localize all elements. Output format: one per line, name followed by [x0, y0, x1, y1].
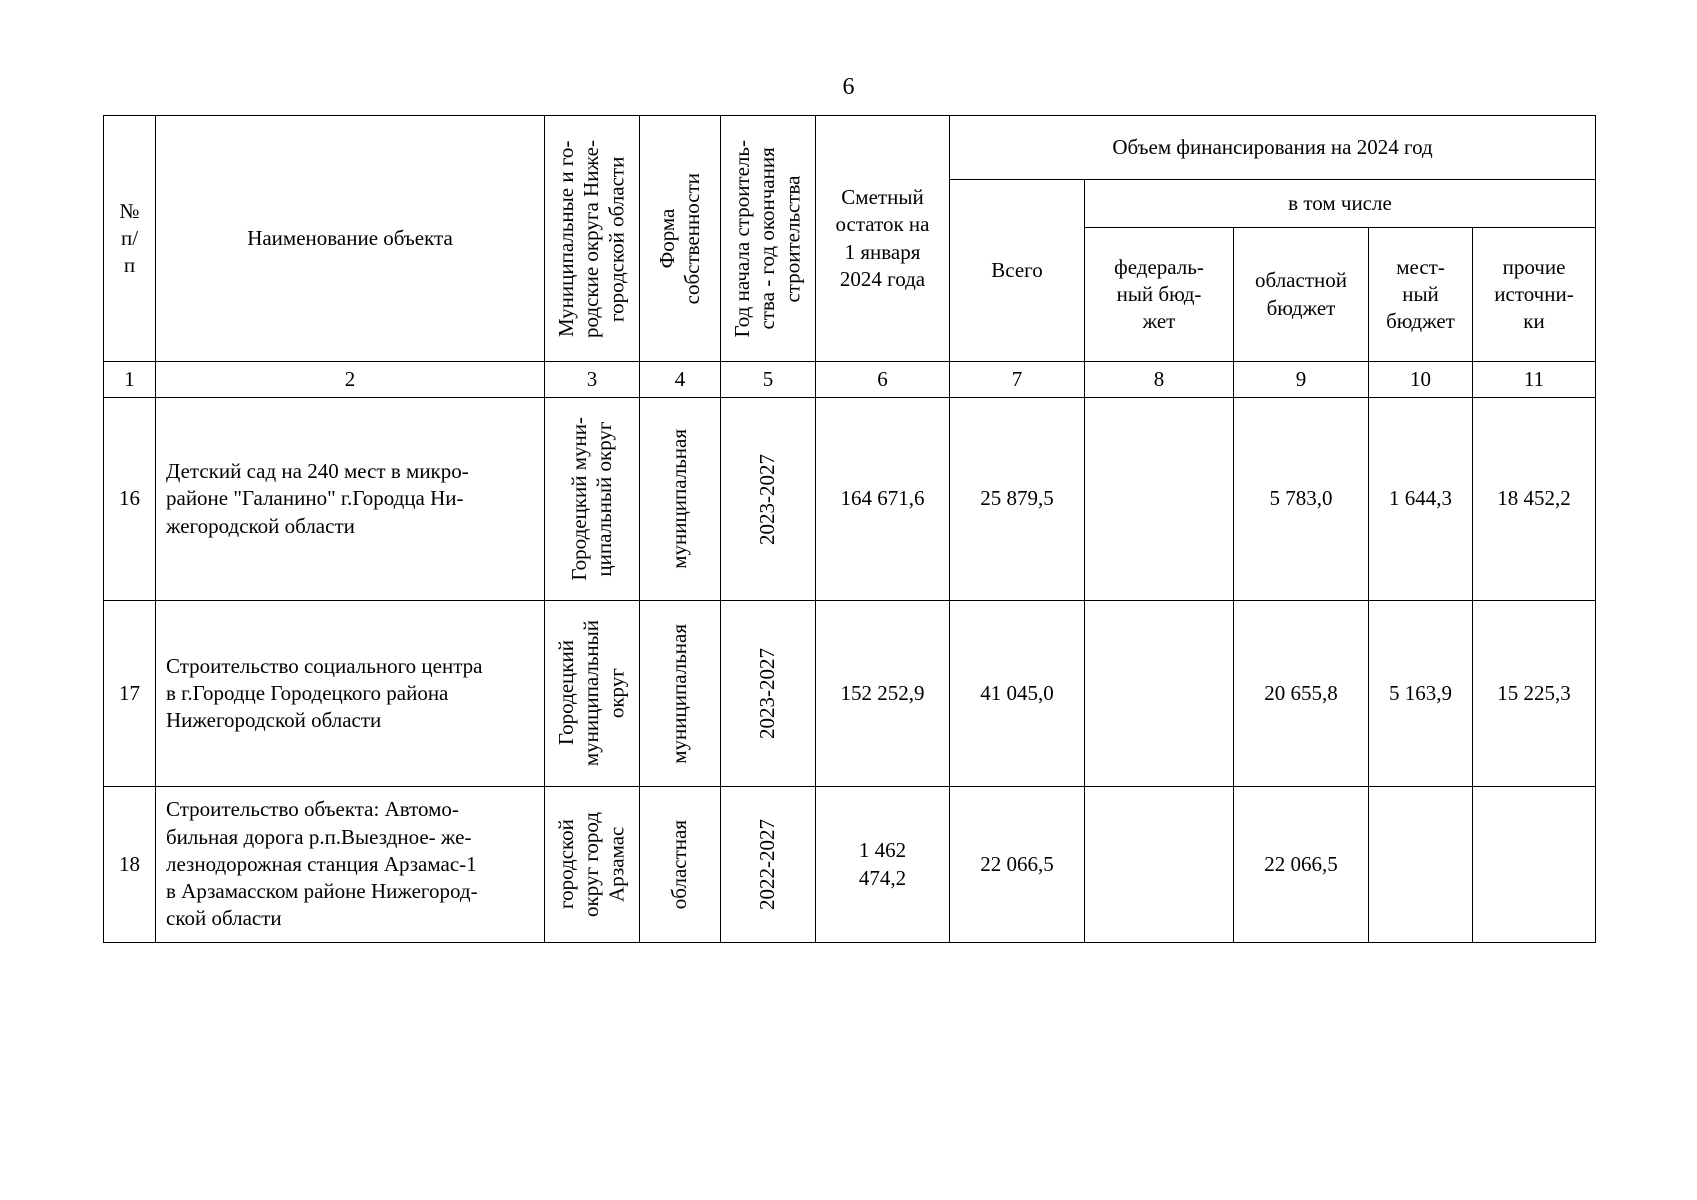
row-municipality — [545, 398, 640, 601]
row-estimate: 1 462 474,2 — [816, 787, 950, 943]
row-years — [721, 601, 816, 787]
row-municipality-text: городской округ город Арзамас — [554, 812, 629, 917]
header-estimate: Сметный остаток на 1 января 2024 года — [816, 116, 950, 362]
header-including: в том числе — [1085, 180, 1596, 228]
column-number: 4 — [640, 362, 721, 398]
row-regional: 20 655,8 — [1234, 601, 1369, 787]
row-num: 17 — [104, 601, 156, 787]
column-number: 1 — [104, 362, 156, 398]
column-number: 7 — [950, 362, 1085, 398]
column-number: 11 — [1473, 362, 1596, 398]
row-federal — [1085, 787, 1234, 943]
row-ownership-text: областная — [667, 819, 692, 910]
column-number: 3 — [545, 362, 640, 398]
row-local: 5 163,9 — [1369, 601, 1473, 787]
header-municipality — [545, 116, 640, 362]
header-federal: федераль- ный бюд- жет — [1085, 228, 1234, 362]
row-ownership-text: муниципальная — [667, 623, 692, 764]
row-regional: 5 783,0 — [1234, 398, 1369, 601]
row-num: 16 — [104, 398, 156, 601]
row-ownership-text: муниципальная — [667, 429, 692, 569]
row-ownership — [640, 601, 721, 787]
row-years — [721, 787, 816, 943]
column-number: 2 — [156, 362, 545, 398]
row-federal — [1085, 601, 1234, 787]
table-row — [104, 601, 1596, 787]
row-federal — [1085, 398, 1234, 601]
row-regional: 22 066,5 — [1234, 787, 1369, 943]
row-total: 25 879,5 — [950, 398, 1085, 601]
header-name: Наименование объекта — [156, 116, 545, 362]
column-number: 6 — [816, 362, 950, 398]
row-ownership — [640, 787, 721, 943]
row-years-text: 2023-2027 — [755, 648, 780, 739]
header-funding: Объем финансирования на 2024 год — [950, 116, 1596, 180]
row-other: 15 225,3 — [1473, 601, 1596, 787]
row-name: Строительство объекта: Автомо- бильная дорога р.п.Выездное- же- лезнодорожная станция Арзамас-1 в Арзамасском районе Нижегород- ской области — [156, 787, 545, 943]
row-municipality-text: Городецкий муни- ципальный округ — [566, 417, 616, 581]
table-row — [104, 398, 1596, 601]
row-years-text: 2023-2027 — [755, 453, 780, 545]
row-estimate: 164 671,6 — [816, 398, 950, 601]
row-estimate: 152 252,9 — [816, 601, 950, 787]
page-number: 6 — [842, 74, 855, 100]
row-municipality-text: Городецкий муниципальный округ — [554, 620, 629, 767]
row-municipality — [545, 601, 640, 787]
header-years — [721, 116, 816, 362]
header-ownership-text: Форма собственности — [654, 172, 704, 305]
row-num: 18 — [104, 787, 156, 943]
row-years — [721, 398, 816, 601]
header-local: мест- ный бюджет — [1369, 228, 1473, 362]
table-row — [104, 787, 1596, 943]
header-row-1 — [104, 116, 1596, 180]
row-other: 18 452,2 — [1473, 398, 1596, 601]
header-num: № п/ п — [104, 116, 156, 362]
column-number: 9 — [1234, 362, 1369, 398]
header-total: Всего — [950, 180, 1085, 362]
header-municipality-text: Муниципальные и го- родские округа Ниже- городской области — [554, 139, 629, 338]
row-other — [1473, 787, 1596, 943]
financing-table — [103, 115, 1596, 943]
row-ownership — [640, 398, 721, 601]
row-local: 1 644,3 — [1369, 398, 1473, 601]
row-local — [1369, 787, 1473, 943]
header-regional: областной бюджет — [1234, 228, 1369, 362]
row-total: 41 045,0 — [950, 601, 1085, 787]
header-ownership — [640, 116, 721, 362]
row-municipality — [545, 787, 640, 943]
row-years-text: 2022-2027 — [755, 819, 780, 910]
row-total: 22 066,5 — [950, 787, 1085, 943]
column-number: 8 — [1085, 362, 1234, 398]
column-number-row — [104, 362, 1596, 398]
header-other: прочие источни- ки — [1473, 228, 1596, 362]
row-name: Детский сад на 240 мест в микро- районе "Галанино" г.Городца Ни- жегородской области — [156, 398, 545, 601]
header-years-text: Год начала строитель- ства - год окончания строительства — [730, 139, 805, 338]
column-number: 10 — [1369, 362, 1473, 398]
row-name: Строительство социального центра в г.Городце Городецкого района Нижегородской области — [156, 601, 545, 787]
column-number: 5 — [721, 362, 816, 398]
